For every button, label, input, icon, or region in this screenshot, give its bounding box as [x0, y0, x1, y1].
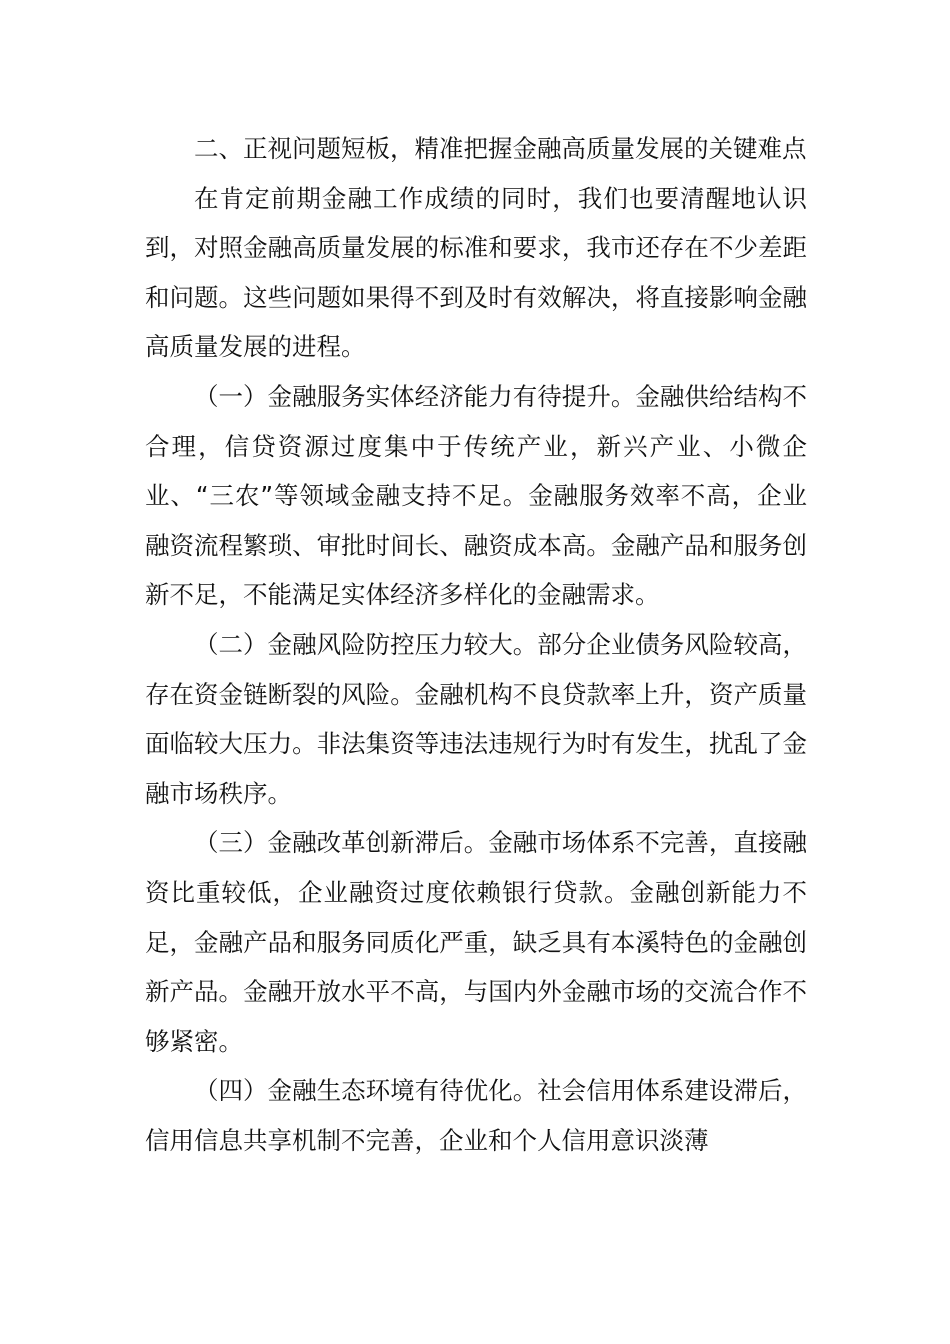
paragraph-item-4: （四）金融生态环境有待优化。社会信用体系建设滞后，信用信息共享机制不完善，企业和个人信用意识淡薄 [145, 1076, 807, 1155]
paragraph-item-1: （一）金融服务实体经济能力有待提升。金融供给结构不合理，信贷资源过度集中于传统产业，新兴产业、小微企业、“三农”等领域金融支持不足。金融服务效率不高，企业融资流程繁琐、审批时间长、融资成本高。金融产品和服务创新不足，不能满足实体经济多样化的金融需求。 [145, 381, 807, 610]
document-body [145, 124, 807, 1165]
section-heading: 二、正视问题短板，精准把握金融高质量发展的关键难点 [194, 134, 807, 163]
paragraph-item-3: （三）金融改革创新滞后。金融市场体系不完善，直接融资比重较低，企业融资过度依赖银行贷款。金融创新能力不足，金融产品和服务同质化严重，缺乏具有本溪特色的金融创新产品。金融开放水平不高，与国内外金融市场的交流合作不够紧密。 [145, 828, 807, 1056]
paragraph-intro: 在肯定前期金融工作成绩的同时，我们也要清醒地认识到，对照金融高质量发展的标准和要求，我市还存在不少差距和问题。这些问题如果得不到及时有效解决，将直接影响金融高质量发展的进程。 [145, 183, 807, 362]
paragraph-item-2: （二）金融风险防控压力较大。部分企业债务风险较高，存在资金链断裂的风险。金融机构不良贷款率上升，资产质量面临较大压力。非法集资等违法违规行为时有发生，扰乱了金融市场秩序。 [145, 629, 807, 808]
